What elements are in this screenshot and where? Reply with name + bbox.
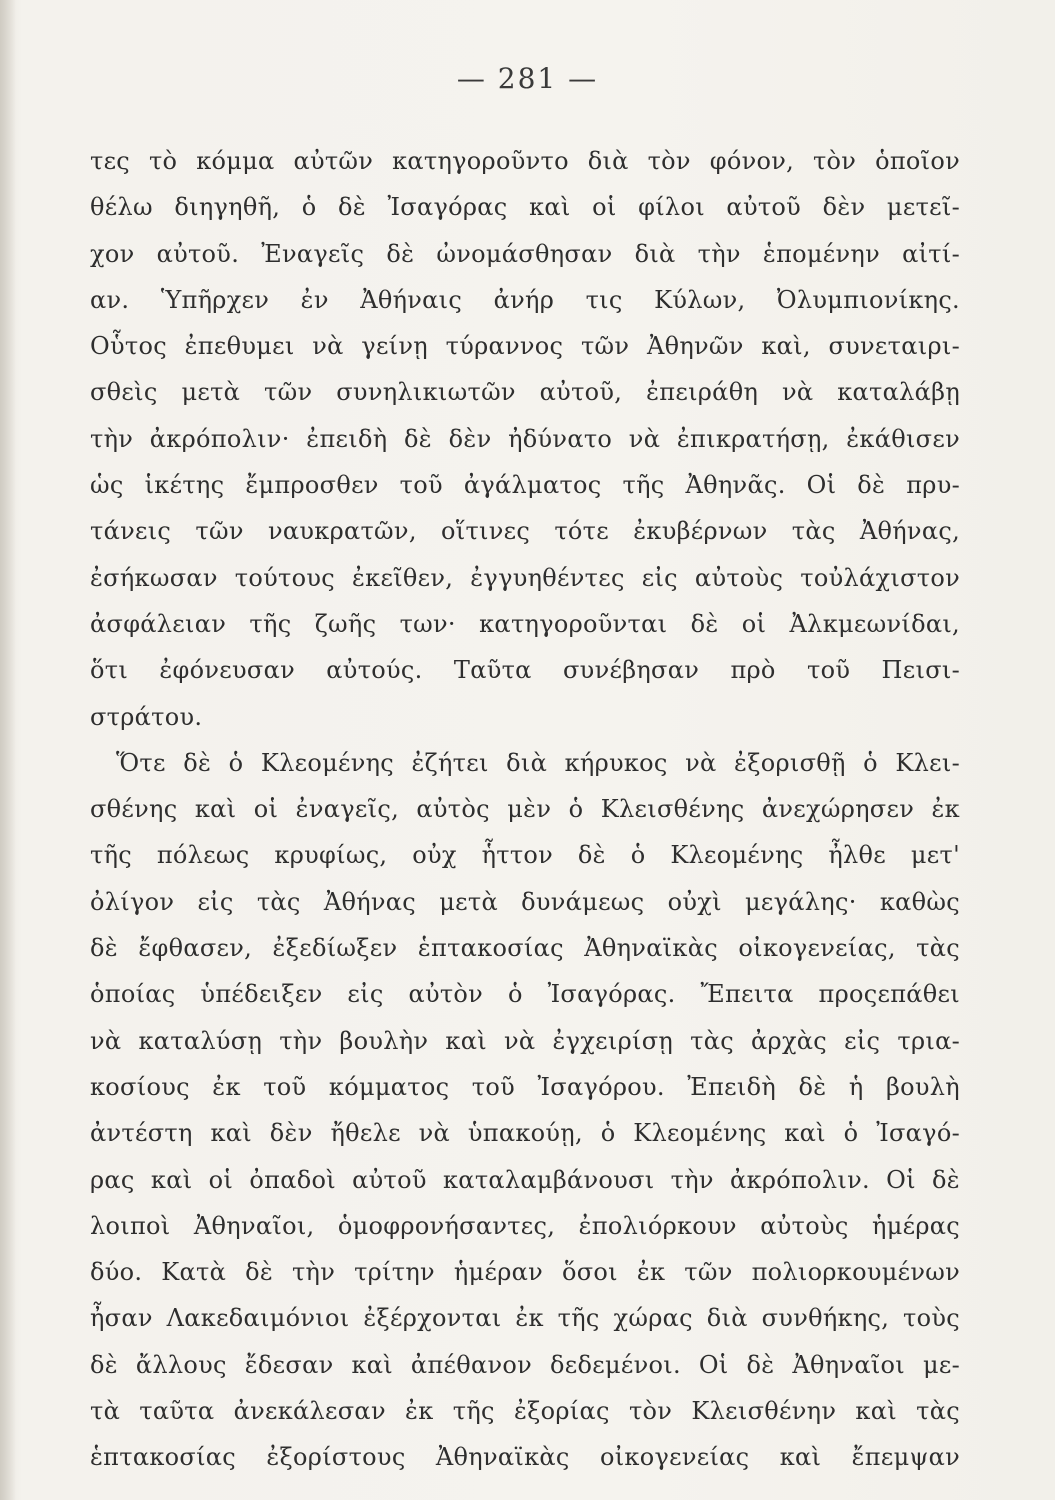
text-line: ἀσφάλειαν τῆς ζωῆς των· κατηγοροῦνται δὲ οἱ Ἀλκμεωνίδαι, bbox=[90, 609, 960, 638]
text-line: δύο. Κατὰ δὲ τὴν τρίτην ἡμέραν ὅσοι ἐκ τῶν πολιορκουμένων bbox=[90, 1258, 960, 1287]
body-text bbox=[90, 138, 960, 1481]
text-line: σθένης καὶ οἱ ἐναγεῖς, αὐτὸς μὲν ὁ Κλεισθένης ἀνεχώρησεν ἐκ bbox=[90, 795, 960, 824]
text-line: ἐσήκωσαν τούτους ἐκεῖθεν, ἐγγυηθέντες εἰς αὐτοὺς τοὐλάχιστον bbox=[90, 563, 960, 592]
text-line: δὲ ἄλλους ἔδεσαν καὶ ἀπέθανον δεδεμένοι. Οἱ δὲ Ἀθηναῖοι με- bbox=[90, 1350, 960, 1379]
binding-shadow bbox=[0, 0, 16, 1500]
text-line: ὅτι ἐφόνευσαν αὐτούς. Ταῦτα συνέβησαν πρὸ τοῦ Πεισι- bbox=[90, 656, 960, 685]
paragraph-start-line: Ὅτε δὲ ὁ Κλεομένης ἐζήτει διὰ κήρυκος νὰ ἐξορισθῇ ὁ Κλει- bbox=[116, 748, 960, 777]
text-line: νὰ καταλύσῃ τὴν βουλὴν καὶ νὰ ἐγχειρίσῃ τὰς ἀρχὰς εἰς τρια- bbox=[90, 1026, 960, 1055]
text-line: τὰ ταῦτα ἀνεκάλεσαν ἐκ τῆς ἐξορίας τὸν Κλεισθένην καὶ τὰς bbox=[90, 1397, 960, 1426]
text-line: κοσίους ἐκ τοῦ κόμματος τοῦ Ἰσαγόρου. Ἐπειδὴ δὲ ἡ βουλὴ bbox=[90, 1072, 960, 1101]
text-line: λοιποὶ Ἀθηναῖοι, ὁμοφρονήσαντες, ἐπολιόρκουν αὐτοὺς ἡμέρας bbox=[90, 1211, 960, 1240]
paragraph-end-line: στράτου. bbox=[90, 702, 203, 731]
text-line: ρας καὶ οἱ ὀπαδοὶ αὐτοῦ καταλαμβάνουσι τὴν ἀκρόπολιν. Οἱ δὲ bbox=[90, 1165, 960, 1194]
text-line: ἦσαν Λακεδαιμόνιοι ἐξέρχονται ἐκ τῆς χώρας διὰ συνθήκης, τοὺς bbox=[90, 1304, 960, 1333]
text-line: ὀλίγον εἰς τὰς Ἀθήνας μετὰ δυνάμεως οὐχὶ μεγάλης· καθὼς bbox=[90, 887, 960, 916]
text-line: ὡς ἱκέτης ἔμπροσθεν τοῦ ἀγάλματος τῆς Ἀθηνᾶς. Οἱ δὲ πρυ- bbox=[90, 471, 960, 500]
text-line: θέλω διηγηθῆ, ὁ δὲ Ἰσαγόρας καὶ οἱ φίλοι αὐτοῦ δὲν μετεῖ- bbox=[90, 193, 960, 222]
text-line: αν. Ὑπῆρχεν ἐν Ἀθήναις ἀνήρ τις Κύλων, Ὀλυμπιονίκης. bbox=[90, 285, 960, 314]
text-line: τάνεις τῶν ναυκρατῶν, οἵτινες τότε ἐκυβέρνων τὰς Ἀθήνας, bbox=[90, 517, 960, 546]
text-line: τὴν ἀκρόπολιν· ἐπειδὴ δὲ δὲν ἠδύνατο νὰ ἐπικρατήσῃ, ἐκάθισεν bbox=[90, 424, 960, 453]
page-number: — 281 — bbox=[456, 62, 599, 95]
text-line: σθεὶς μετὰ τῶν συνηλικιωτῶν αὐτοῦ, ἐπειράθη νὰ καταλάβῃ bbox=[90, 378, 960, 407]
text-line: χον αὐτοῦ. Ἐναγεῖς δὲ ὠνομάσθησαν διὰ τὴν ἑπομένην αἰτί- bbox=[90, 239, 960, 268]
text-line: τες τὸ κόμμα αὐτῶν κατηγοροῦντο διὰ τὸν φόνον, τὸν ὁποῖον bbox=[90, 147, 960, 175]
text-line: δὲ ἔφθασεν, ἐξεδίωξεν ἑπτακοσίας Ἀθηναϊκὰς οἰκογενείας, τὰς bbox=[90, 934, 960, 963]
text-line: ὁποίας ὑπέδειξεν εἰς αὐτὸν ὁ Ἰσαγόρας. Ἔπειτα προςεπάθει bbox=[90, 980, 960, 1009]
text-line: ἑπτακοσίας ἐξορίστους Ἀθηναϊκὰς οἰκογενείας καὶ ἔπεμψαν bbox=[90, 1443, 960, 1472]
text-line: τῆς πόλεως κρυφίως, οὐχ ἧττον δὲ ὁ Κλεομένης ἦλθε μετ' bbox=[90, 841, 960, 870]
text-line: ἀντέστη καὶ δὲν ἤθελε νὰ ὑπακούῃ, ὁ Κλεομένης καὶ ὁ Ἰσαγό- bbox=[90, 1119, 960, 1148]
text-line: Οὗτος ἐπεθυμει νὰ γείνῃ τύραννος τῶν Ἀθηνῶν καὶ, συνεταιρι- bbox=[90, 332, 960, 361]
